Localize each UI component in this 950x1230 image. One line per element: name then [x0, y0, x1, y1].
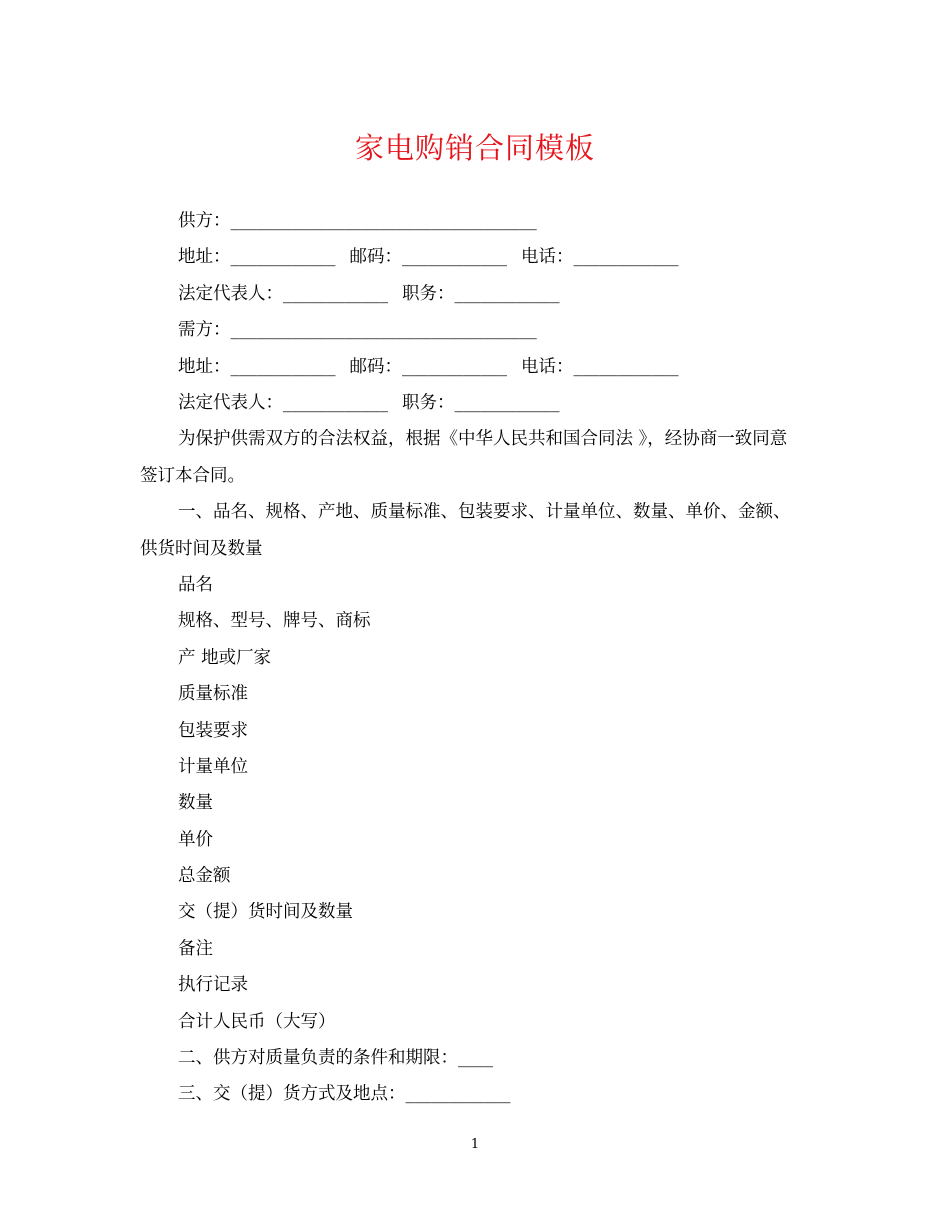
supplier-contact-line [140, 239, 800, 275]
supplier-postcode: 邮码：____________ [349, 247, 507, 268]
list-item: 执行记录 [178, 975, 248, 996]
list-item: 包装要求 [178, 720, 248, 741]
supplier-blank: ___________________________________ [230, 211, 537, 231]
list-item: 质量标准 [178, 684, 248, 705]
buyer-rep-line [140, 385, 800, 421]
buyer-blank: ___________________________________ [230, 320, 537, 341]
clause-1-paragraph: 一、品名、规格、产地、质量标准、包装要求、计量单位、数量、单价、金额、供货时间及数量 [140, 502, 791, 559]
list-item: 交（提）货时间及数量 [178, 902, 353, 923]
preamble-paragraph: 为保护供需双方的合法权益，根据《中华人民共和国合同法 》，经协商一致同意签订本合同。 [140, 429, 788, 486]
list-item: 品名 [178, 574, 213, 595]
page-number: 1 [470, 1137, 480, 1152]
clause-3-line: 三、交（提）货方式及地点：____________ [178, 1084, 511, 1105]
list-item: 总金额 [178, 866, 231, 887]
supplier-position: 职务：____________ [402, 283, 560, 304]
buyer-address: 地址：____________ [178, 356, 336, 377]
list-item: 单价 [178, 829, 213, 850]
buyer-label: 需方： [178, 320, 231, 341]
buyer-postcode: 邮码：____________ [349, 356, 507, 377]
list-item: 产 地或厂家 [178, 647, 272, 668]
list-item: 计量单位 [178, 756, 248, 777]
supplier-address: 地址：____________ [178, 247, 336, 268]
buyer-legal-rep: 法定代表人：____________ [178, 392, 388, 413]
document-body [140, 203, 800, 1113]
buyer-contact-line [140, 349, 800, 385]
supplier-phone: 电话：____________ [521, 247, 679, 268]
buyer-phone: 电话：____________ [521, 356, 679, 377]
list-item: 备注 [178, 938, 213, 959]
list-item: 规格、型号、牌号、商标 [178, 611, 371, 632]
buyer-position: 职务：____________ [402, 392, 560, 413]
list-item: 数量 [178, 793, 213, 814]
list-item: 合计人民币（大写） [178, 1011, 336, 1032]
supplier-rep-line [140, 276, 800, 312]
document-title: 家电购销合同模板 [354, 131, 595, 165]
supplier-line [140, 203, 800, 239]
supplier-label: 供方： [178, 211, 231, 231]
clause-2-line: 二、供方对质量负责的条件和期限：____ [178, 1048, 493, 1069]
buyer-line [140, 312, 800, 348]
supplier-legal-rep: 法定代表人：____________ [178, 283, 388, 304]
